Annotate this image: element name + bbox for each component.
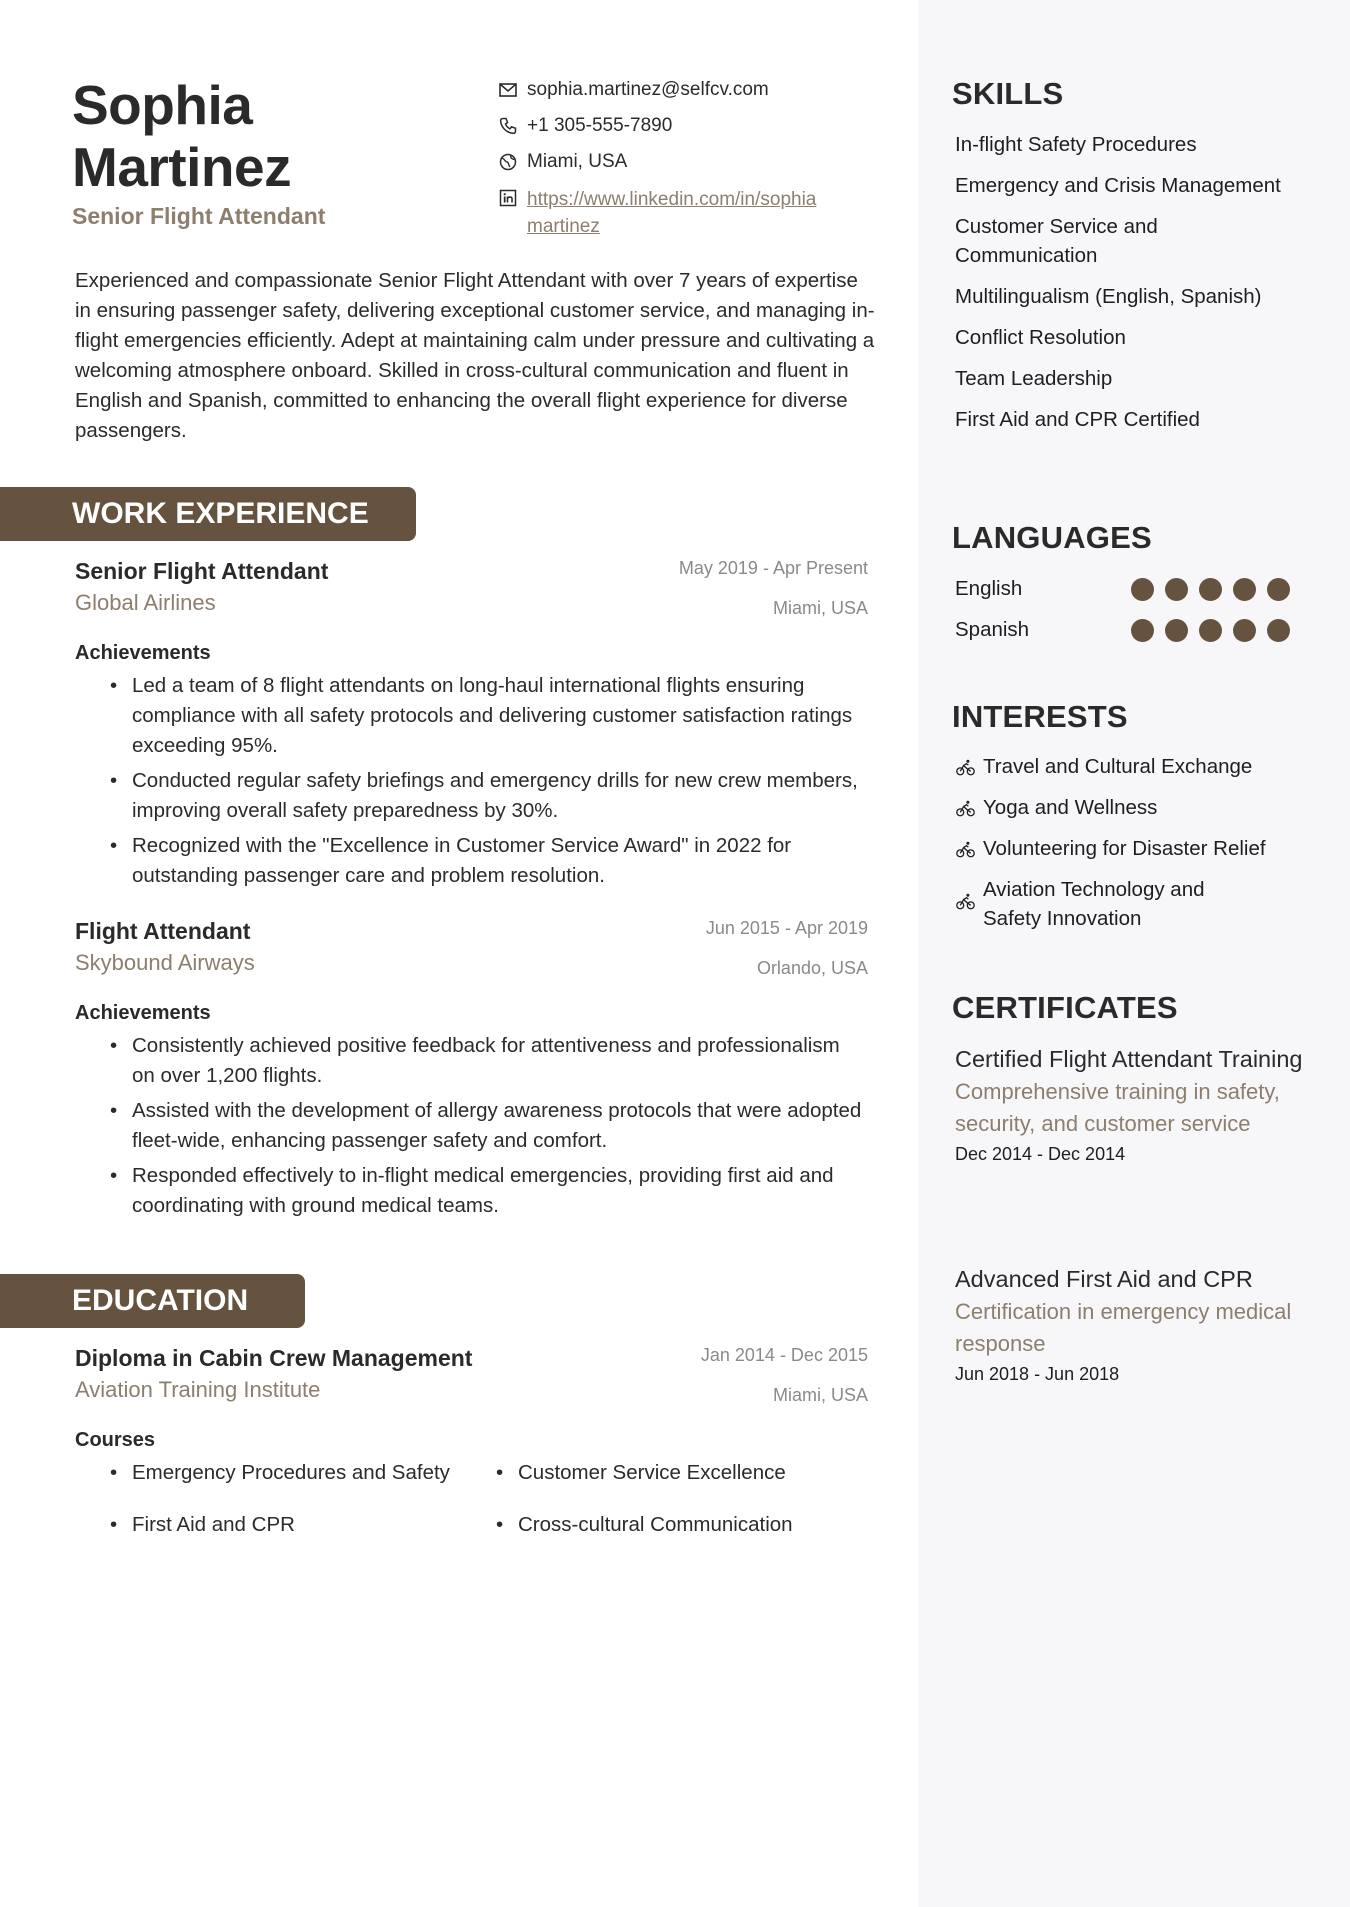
- list-item: First Aid and CPR Certified: [955, 408, 1200, 431]
- proficiency-dot: [1233, 619, 1256, 642]
- job-title: Flight Attendant: [75, 918, 251, 944]
- proficiency-dot: [1199, 619, 1222, 642]
- contact-email: [498, 78, 878, 102]
- job-dates: May 2019 - Apr Present: [678, 558, 868, 578]
- interests-list: [955, 752, 1315, 945]
- interests-heading: INTERESTS: [952, 699, 1128, 734]
- bicycle-icon: [955, 798, 976, 819]
- achievements-list: [75, 1031, 868, 1221]
- certificate-entry: [955, 1263, 1305, 1388]
- language-name: English: [955, 577, 1023, 600]
- job-header: [75, 556, 868, 626]
- proficiency-dot: [1267, 578, 1290, 601]
- job-title: Senior Flight Attendant: [75, 558, 329, 584]
- candidate-name: [72, 74, 472, 198]
- linkedin-link[interactable]: [527, 186, 816, 240]
- list-item: Multilingualism (English, Spanish): [955, 285, 1262, 308]
- last-name: Martinez: [72, 136, 292, 198]
- linkedin-icon: [498, 188, 518, 208]
- achievements-label: Achievements: [75, 1002, 211, 1024]
- job-header: [75, 916, 868, 986]
- certificate-description: Certification in emergency medical response: [955, 1299, 1292, 1356]
- language-row: [955, 574, 1290, 604]
- list-item: In-flight Safety Procedures: [955, 133, 1197, 156]
- interest-label: Travel and Cultural Exchange: [983, 755, 1253, 778]
- list-item: • Led a team of 8 flight attendants on long-haul international flights ensuring compliance with all safety protocols and delivering customer satisfaction ratings exceeding 95%.: [132, 671, 868, 761]
- language-row: [955, 615, 1290, 645]
- list-item: • Consistently achieved positive feedback for attentiveness and professionalism on over 1,200 flights.: [132, 1031, 868, 1091]
- job-dates: Jun 2015 - Apr 2019: [705, 918, 868, 938]
- proficiency-dot: [1131, 619, 1154, 642]
- skills-heading: SKILLS: [952, 76, 1064, 111]
- proficiency-dot: [1199, 578, 1222, 601]
- bicycle-icon: [955, 839, 976, 860]
- list-item: [955, 752, 1315, 781]
- languages-heading: LANGUAGES: [952, 520, 1152, 555]
- work-experience-heading: WORK EXPERIENCE: [0, 487, 416, 541]
- job-company: Global Airlines: [75, 590, 216, 615]
- profile-summary: Experienced and compassionate Senior Flight Attendant with over 7 years of expertise in ensuring passenger safety, delivering exceptional customer service, and managing in-flight emergencies efficiently. Adept at maintaining calm under pressure and cultivating a welcoming atmosphere onboard. Skilled in cross-cultural communication and fluent in English and Spanish, committed to enhancing the overall flight experience for diverse passengers.: [75, 269, 875, 442]
- education-heading: EDUCATION: [0, 1274, 305, 1328]
- phone-icon: [498, 116, 518, 136]
- list-item: [955, 834, 1315, 863]
- proficiency-dots: [1131, 578, 1290, 601]
- achievements-label: Achievements: [75, 642, 211, 664]
- proficiency-dot: [1131, 578, 1154, 601]
- job-location: Orlando, USA: [756, 958, 868, 978]
- email-text[interactable]: sophia.martinez@selfcv.com: [527, 79, 769, 100]
- skills-list: [955, 130, 1295, 446]
- list-item: • Cross-cultural Communication: [518, 1510, 898, 1540]
- list-item: • First Aid and CPR: [132, 1510, 518, 1540]
- education-header: [75, 1343, 868, 1413]
- certificate-dates: Dec 2014 - Dec 2014: [955, 1144, 1126, 1164]
- degree-title: Diploma in Cabin Crew Management: [75, 1345, 473, 1371]
- certificate-entry: [955, 1043, 1305, 1168]
- education-location: Miami, USA: [772, 1385, 868, 1405]
- certificate-name: Certified Flight Attendant Training: [955, 1046, 1303, 1072]
- list-item: • Assisted with the development of allergy awareness protocols that were adopted fleet-wide, enhancing passenger safety and comfort.: [132, 1096, 868, 1156]
- globe-icon: [498, 152, 518, 172]
- job-location: Miami, USA: [772, 598, 868, 618]
- bicycle-icon: [955, 891, 976, 912]
- school-name: Aviation Training Institute: [75, 1377, 321, 1402]
- phone-text[interactable]: +1 305-555-7890: [527, 115, 673, 136]
- list-item: • Responded effectively to in-flight medical emergencies, providing first aid and coordinating with ground medical teams.: [132, 1161, 868, 1221]
- proficiency-dot: [1267, 619, 1290, 642]
- list-item: Team Leadership: [955, 367, 1113, 390]
- first-name: Sophia: [72, 74, 253, 136]
- proficiency-dot: [1165, 578, 1188, 601]
- achievements-list: [75, 671, 868, 891]
- list-item: • Emergency Procedures and Safety: [132, 1458, 518, 1488]
- list-item: [955, 875, 1245, 933]
- mail-icon: [498, 80, 518, 100]
- list-item: Emergency and Crisis Management: [955, 174, 1281, 197]
- certificate-name: Advanced First Aid and CPR: [955, 1266, 1253, 1292]
- list-item: Customer Service and Communication: [955, 215, 1158, 267]
- contact-phone: [498, 114, 878, 138]
- job-entry: [75, 916, 868, 1226]
- location-text: Miami, USA: [527, 151, 628, 172]
- courses-label: Courses: [75, 1429, 156, 1451]
- list-item: Conflict Resolution: [955, 326, 1126, 349]
- certificates-heading: CERTIFICATES: [952, 990, 1178, 1025]
- list-item: [955, 793, 1315, 822]
- interest-label: Aviation Technology and Safety Innovation: [983, 878, 1205, 930]
- language-name: Spanish: [955, 618, 1030, 641]
- job-role: Senior Flight Attendant: [72, 203, 326, 229]
- contact-linkedin: [498, 186, 878, 240]
- contact-block: [498, 78, 878, 252]
- list-item: • Conducted regular safety briefings and emergency drills for new crew members, improving overall safety preparedness by 30%.: [132, 766, 868, 826]
- proficiency-dots: [1131, 619, 1290, 642]
- list-item: • Customer Service Excellence: [518, 1458, 898, 1488]
- education-entry: [75, 1343, 868, 1540]
- interest-label: Volunteering for Disaster Relief: [983, 837, 1266, 860]
- certificate-dates: Jun 2018 - Jun 2018: [955, 1364, 1120, 1384]
- certificate-description: Comprehensive training in safety, security, and customer service: [955, 1079, 1280, 1136]
- linkedin-url-part1[interactable]: https://www.linkedin.com/in/sophia: [527, 189, 817, 210]
- list-item: • Recognized with the "Excellence in Customer Service Award" in 2022 for outstanding passenger care and problem resolution.: [132, 831, 868, 891]
- job-entry: [75, 556, 868, 896]
- interest-label: Yoga and Wellness: [983, 796, 1158, 819]
- proficiency-dot: [1165, 619, 1188, 642]
- education-dates: Jan 2014 - Dec 2015: [700, 1345, 868, 1365]
- job-company: Skybound Airways: [75, 950, 255, 975]
- linkedin-url-part2[interactable]: martinez: [527, 216, 600, 237]
- contact-location: [498, 150, 878, 174]
- proficiency-dot: [1233, 578, 1256, 601]
- bicycle-icon: [955, 757, 976, 778]
- courses-list: [75, 1458, 868, 1540]
